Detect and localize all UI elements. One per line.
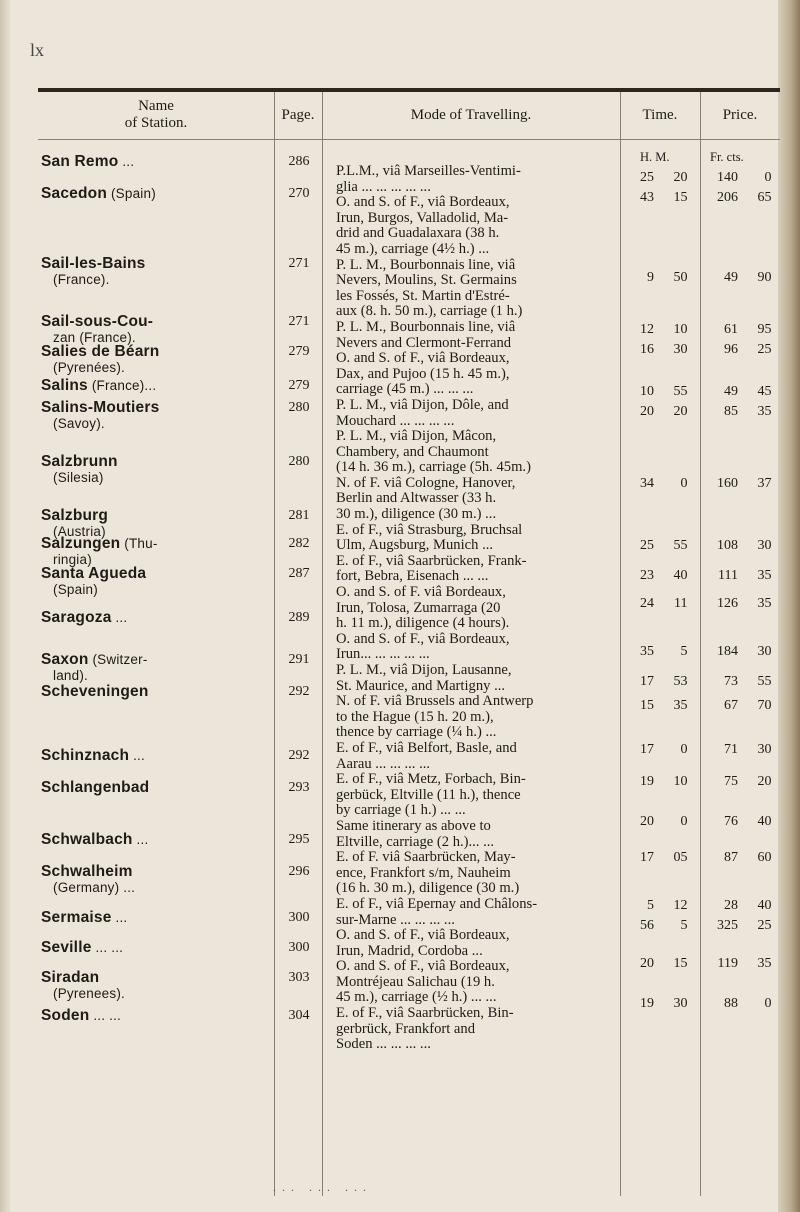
time-value: 17 53 — [640, 674, 688, 689]
price-value: 119 35 — [717, 956, 772, 971]
header-rule — [38, 139, 780, 140]
time-value: 5 12 — [647, 898, 688, 913]
page-number: 292 — [288, 684, 310, 699]
station-name — [41, 536, 271, 568]
mode-line: by carriage (1 h.) ... ... — [336, 802, 466, 819]
station-name-main: Sail-sous-Cou- — [41, 313, 154, 330]
page-number: 289 — [288, 610, 310, 625]
time-value: 16 30 — [640, 342, 688, 357]
price-unit: Fr. cts. — [710, 150, 744, 164]
mode-line: Aarau ... ... ... ... — [336, 755, 431, 772]
station-name-suffix: (Switzer- — [88, 652, 148, 667]
page-edge-left — [0, 0, 10, 1212]
station-name — [41, 610, 271, 626]
mode-line: Mouchard ... ... ... ... — [336, 412, 455, 429]
mode-line: E. of F., viâ Saarbrücken, Frank- — [336, 552, 527, 569]
price-value: 325 25 — [717, 918, 772, 933]
price-value: 28 40 — [724, 898, 772, 913]
time-value: 20 15 — [640, 956, 688, 971]
time-value: 17 05 — [640, 850, 688, 865]
mode-line: sur-Marne ... ... ... ... — [336, 911, 455, 928]
time-value: 12 10 — [640, 322, 688, 337]
time-value: 20 20 — [640, 404, 688, 419]
mode-line: 30 m.), diligence (30 m.) ... — [336, 506, 497, 523]
mode-line: P. L. M., viâ Dijon, Dôle, and — [336, 396, 509, 413]
mode-line: P.L.M., viâ Marseilles-Ventimi- — [336, 163, 521, 179]
time-value: 23 40 — [640, 568, 688, 583]
page-number: 287 — [288, 566, 310, 581]
station-region: ringia) — [53, 552, 92, 567]
column-divider — [620, 92, 621, 1196]
mode-line: (14 h. 36 m.), carriage (5h. 45m.) — [336, 459, 531, 476]
mode-line: O. and S. of F. viâ Bordeaux, — [336, 584, 506, 601]
price-value: 184 30 — [717, 644, 772, 659]
station-region: (Germany) ... — [53, 880, 136, 895]
mode-line: 45 m.), carriage (½ h.) ... ... — [336, 989, 497, 1006]
price-value: 108 30 — [717, 538, 772, 553]
time-value: 24 11 — [640, 596, 688, 611]
page-number: 300 — [288, 910, 310, 925]
price-value: 67 70 — [724, 698, 772, 713]
station-name — [41, 970, 271, 1002]
mode-line: E. of F., viâ Belfort, Basle, and — [336, 739, 517, 756]
page-number: 286 — [288, 154, 310, 169]
mode-line: P. L. M., viâ Dijon, Mâcon, — [336, 428, 497, 445]
mode-line: Irun, Tolosa, Zumarraga (20 — [336, 599, 501, 616]
station-region: (Pyrenees). — [53, 986, 125, 1001]
column-divider — [700, 92, 701, 1196]
station-name-main: Salzungen — [41, 535, 121, 552]
station-name-main: Siradan — [41, 969, 100, 986]
station-name-main: Schwalbach — [41, 831, 133, 848]
time-value: 25 55 — [640, 538, 688, 553]
station-name — [41, 566, 271, 598]
station-name — [41, 864, 271, 896]
mode-line: to the Hague (15 h. 20 m.), — [336, 708, 494, 725]
mode-line: gerbrück, Frankfort and — [336, 1020, 475, 1037]
page-number: 281 — [288, 508, 310, 523]
price-value: 126 35 — [717, 596, 772, 611]
price-value: 111 35 — [718, 568, 772, 583]
price-value: 85 35 — [724, 404, 772, 419]
time-value: 43 15 — [640, 190, 688, 205]
station-name-main: Schlangenbad — [41, 779, 150, 796]
header-price: Price. — [722, 106, 758, 123]
mode-line: Same itinerary as above to — [336, 817, 491, 834]
header-time: Time. — [642, 106, 678, 123]
mode-line: (16 h. 30 m.), diligence (30 m.) — [336, 880, 520, 897]
mode-line: O. and S. of F., viâ Bordeaux, — [336, 194, 510, 211]
station-table — [38, 88, 780, 1198]
station-name — [41, 154, 271, 170]
mode-line: N. of F. viâ Cologne, Hanover, — [336, 474, 516, 491]
mode-line: glia ... ... ... ... ... — [336, 178, 431, 195]
station-name — [41, 454, 271, 486]
station-name — [41, 1008, 271, 1024]
station-name-main: Saxon — [41, 651, 89, 668]
station-name-suffix: ... — [118, 154, 135, 169]
mode-line: Dax, and Pujoo (15 h. 45 m.), — [336, 365, 510, 382]
mode-line: St. Maurice, and Martigny ... — [336, 677, 506, 694]
mode-line: ence, Frankfort s/m, Nauheim — [336, 864, 511, 881]
station-name — [41, 940, 271, 956]
page-edge-right — [778, 0, 800, 1212]
mode-line: P. L. M., viâ Dijon, Lausanne, — [336, 662, 512, 678]
page-number: 270 — [288, 186, 310, 201]
mode-line: aux (8. h. 50 m.), carriage (1 h.) — [336, 303, 523, 320]
page-number: 293 — [288, 780, 310, 795]
station-region: zan (France). — [53, 330, 136, 345]
page-number: 304 — [288, 1008, 310, 1023]
station-name-main: Sail-les-Bains — [41, 255, 146, 272]
mode-line: Irun... ... ... ... ... — [336, 646, 430, 663]
page-number: 271 — [288, 314, 310, 329]
page-number: 279 — [288, 378, 310, 393]
mode-line: Irun, Burgos, Valladolid, Ma- — [336, 209, 509, 226]
station-name-suffix: ... — [129, 748, 145, 763]
mode-line: gerbück, Eltville (11 h.), thence — [336, 786, 521, 803]
mode-line: 45 m.), carriage (4½ h.) ... — [336, 240, 490, 257]
mode-line: Nevers, Moulins, St. Germains — [336, 272, 517, 289]
column-divider — [274, 92, 275, 1196]
station-region: (Silesia) — [53, 470, 104, 485]
station-name-main: Schwalheim — [41, 863, 133, 880]
station-name-suffix: (Spain) — [107, 186, 156, 201]
station-name-suffix: ... ... — [89, 1008, 121, 1023]
page-mark: lx — [30, 40, 45, 60]
page-number: 280 — [288, 400, 310, 415]
mode-line: Chambery, and Chaumont — [336, 443, 489, 460]
station-name-main: Salies de Béarn — [41, 343, 160, 360]
station-name-main: Saragoza — [41, 609, 112, 626]
time-value: 17 0 — [640, 742, 688, 757]
station-name-main: Seville — [41, 939, 92, 956]
station-name-main: Soden — [41, 1007, 90, 1024]
page-number: 291 — [288, 652, 310, 667]
mode-line: les Fossés, St. Martin d'Estré- — [336, 287, 510, 304]
page-number: 300 — [288, 940, 310, 955]
header-mode: Mode of Travelling. — [410, 106, 532, 123]
page-number: 296 — [288, 864, 310, 879]
station-name-suffix: ... ... — [91, 940, 124, 955]
mode-line: E. of F. viâ Saarbrücken, May- — [336, 849, 516, 866]
price-value: 87 60 — [724, 850, 772, 865]
mode-line: drid and Guadalaxara (38 h. — [336, 225, 500, 242]
mode-of-travelling-text — [336, 164, 614, 1053]
station-name-main: Sermaise — [41, 909, 112, 926]
station-name-main: Salzbrunn — [41, 453, 118, 470]
time-value: 10 55 — [640, 384, 688, 399]
station-region: (Savoy). — [53, 416, 105, 431]
price-value: 88 0 — [724, 996, 772, 1011]
station-name — [41, 652, 271, 684]
mode-line: N. of F. viâ Brussels and Antwerp — [336, 693, 534, 710]
price-value: 206 65 — [717, 190, 772, 205]
price-value: 73 55 — [724, 674, 772, 689]
table-top-rule — [38, 88, 780, 92]
price-value: 75 20 — [724, 774, 772, 789]
time-value: 25 20 — [640, 170, 688, 185]
price-value: 61 95 — [724, 322, 772, 337]
station-name — [41, 400, 271, 432]
station-name-main: Schinznach — [41, 747, 130, 764]
mode-line: thence by carriage (¼ h.) ... — [336, 724, 497, 741]
mode-line: E. of F., viâ Epernay and Châlons- — [336, 895, 538, 912]
page-number: 282 — [288, 536, 310, 551]
mode-line: fort, Bebra, Eisenach ... ... — [336, 568, 489, 585]
station-name — [41, 684, 271, 700]
header-name: Name of Station. — [124, 98, 188, 131]
mode-line: Nevers and Clermont-Ferrand — [336, 334, 512, 351]
time-value: 19 30 — [640, 996, 688, 1011]
mode-line: P. L. M., Bourbonnais line, viâ — [336, 318, 516, 335]
mode-line: O. and S. of F., viâ Bordeaux, — [336, 927, 510, 944]
time-value: 9 50 — [647, 270, 688, 285]
price-value: 96 25 — [724, 342, 772, 357]
station-region: (Austria) — [53, 524, 106, 539]
station-name-main: Salzburg — [41, 507, 109, 524]
price-value: 71 30 — [724, 742, 772, 757]
mode-line: E. of F., viâ Metz, Forbach, Bin- — [336, 771, 526, 788]
station-name-suffix: ... — [111, 910, 128, 925]
mode-line: Eltville, carriage (2 h.)... ... — [336, 833, 495, 850]
station-name-suffix: ... — [132, 832, 149, 847]
page-number: 279 — [288, 344, 310, 359]
station-name-main: Scheveningen — [41, 683, 149, 700]
station-name-main: San Remo — [41, 153, 119, 170]
station-name — [41, 344, 271, 376]
station-name — [41, 378, 271, 394]
time-value: 56 5 — [640, 918, 688, 933]
page-number: 280 — [288, 454, 310, 469]
price-value: 160 37 — [717, 476, 772, 491]
station-name-main: Sacedon — [41, 185, 108, 202]
mode-line: O. and S. of F., viâ Bordeaux, — [336, 630, 510, 647]
station-name — [41, 910, 271, 926]
station-name-main: Salins-Moutiers — [41, 399, 160, 416]
mode-line: h. 11 m.), diligence (4 hours). — [336, 615, 510, 632]
station-name — [41, 314, 271, 346]
station-name-main: Salins — [41, 377, 88, 394]
mode-line: E. of F., viâ Strasburg, Bruchsal — [336, 521, 523, 538]
continuation-dots: ... ... ... — [273, 1180, 372, 1194]
price-value: 49 90 — [724, 270, 772, 285]
mode-line: Montréjeau Salichau (19 h. — [336, 973, 495, 990]
time-value: 35 5 — [640, 644, 688, 659]
page-number: 292 — [288, 748, 310, 763]
header-page: Page. — [281, 106, 315, 123]
mode-line: O. and S. of F., viâ Bordeaux, — [336, 958, 510, 975]
station-region: (France). — [53, 272, 110, 287]
station-name-suffix: ... — [111, 610, 128, 625]
price-value: 140 0 — [717, 170, 772, 185]
station-name-suffix: (Thu- — [120, 536, 158, 551]
station-region: (Pyrenées). — [53, 360, 125, 375]
time-value: 20 0 — [640, 814, 688, 829]
mode-line: Ulm, Augsburg, Munich ... — [336, 537, 494, 554]
mode-line: O. and S. of F., viâ Bordeaux, — [336, 350, 510, 367]
station-region: (Spain) — [53, 582, 98, 597]
page-number: 295 — [288, 832, 310, 847]
station-region: land). — [53, 668, 88, 683]
station-name — [41, 186, 271, 202]
price-value: 49 45 — [724, 384, 772, 399]
station-name-suffix: (France)... — [87, 378, 157, 393]
time-value: 15 35 — [640, 698, 688, 713]
station-name — [41, 256, 271, 288]
station-name — [41, 748, 271, 764]
time-unit: H. M. — [640, 150, 670, 164]
page-number: 271 — [288, 256, 310, 271]
column-divider — [322, 92, 323, 1196]
mode-line: E. of F., viâ Saarbrücken, Bin- — [336, 1005, 514, 1022]
time-value: 34 0 — [640, 476, 688, 491]
time-value: 19 10 — [640, 774, 688, 789]
mode-line: P. L. M., Bourbonnais line, viâ — [336, 256, 516, 273]
station-name-main: Santa Agueda — [41, 565, 147, 582]
mode-line: Soden ... ... ... ... — [336, 1036, 431, 1053]
mode-line: carriage (45 m.) ... ... ... — [336, 381, 474, 398]
mode-line: Berlin and Altwasser (33 h. — [336, 490, 497, 507]
station-name — [41, 780, 271, 796]
price-value: 76 40 — [724, 814, 772, 829]
mode-line: Irun, Madrid, Cordoba ... — [336, 942, 483, 959]
page-number: 303 — [288, 970, 310, 985]
station-name — [41, 832, 271, 848]
